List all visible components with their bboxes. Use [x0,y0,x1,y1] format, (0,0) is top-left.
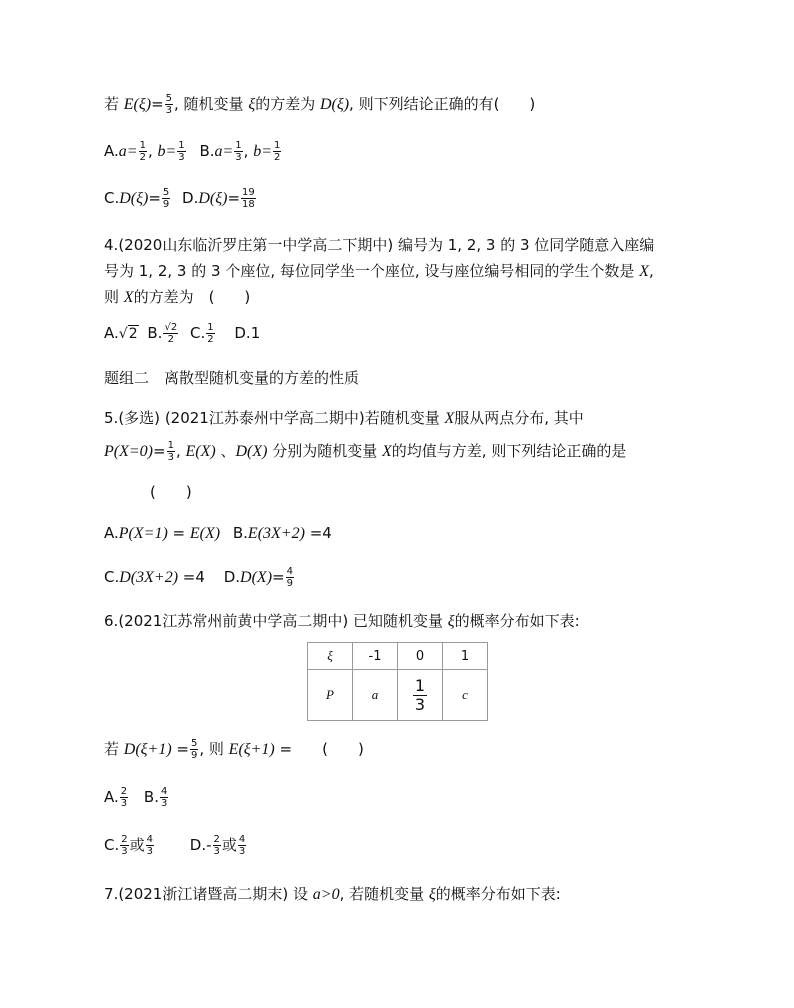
q7-text-3: 的概率分布如下表: [435,885,561,903]
q7-line-1 [104,884,561,905]
section-title: 题组二 离散型随机变量的方差的性质 [104,369,360,387]
option-c-label: C. [104,836,120,854]
fraction-denominator: 3 [213,846,220,857]
table-row-header [308,643,488,670]
option-b-fraction [160,786,168,809]
eq: = [167,524,190,542]
option-a-b-fraction [177,140,185,163]
q6-cond-E: E(ξ+1) [228,741,275,758]
option-a-sqrt: √2 [118,326,138,342]
fraction-denominator: 2 [207,334,214,345]
fraction-numerator: 1 [178,140,185,151]
fraction-denominator: 3 [121,846,128,857]
option-d: D.1 [234,324,261,342]
option-a-label: A. [104,142,119,160]
answer-blank: ( ) [150,483,192,501]
option-b-eq: =4 [304,524,332,542]
q7-xi: ξ [428,886,436,903]
table-cell-a: a [353,670,398,721]
q-prev-stem [104,93,535,116]
q-prev-options-cd [104,187,257,210]
or-word: 或 [129,836,145,854]
option-b-label: B. [147,324,163,342]
option-b-fraction [163,322,178,345]
q5-line-1 [104,408,584,429]
option-d-fraction [286,566,294,589]
q6-condition [104,738,364,761]
option-a-label: A. [104,788,119,806]
option-b-label: B. [232,524,248,542]
option-c-fraction [206,322,214,345]
question-number: 7. [104,885,119,903]
eq: = [148,189,161,207]
comma: , [175,442,186,460]
q-prev-D-xi: D(ξ) [319,96,350,113]
question-number: 5. [104,409,119,427]
q5-DX: D(X) [235,443,268,460]
radicand: 2 [128,326,138,342]
table-cell-xi: ξ [308,643,353,670]
question-tag: (多选) [118,409,161,427]
q-prev-text-1: 若 [104,95,124,113]
punct: , [648,262,654,280]
question-source: (2021江苏泰州中学高二期中) [164,409,365,427]
fraction-denominator: 3 [235,152,242,163]
q6-options-cd [104,834,247,857]
q4-text-1: 编号为 1, 2, 3 的 3 位同学随意入座编 [397,236,655,254]
table-row-prob [308,670,488,721]
option-a-fraction [120,786,128,809]
eq: = [227,189,241,207]
q4-text-3: 的方差为 ( ) [133,288,251,306]
option-b-label: B. [143,788,159,806]
fraction-denominator: 18 [242,199,255,210]
option-b-a-fraction [234,140,242,163]
q6-text: 已知随机变量 [352,612,448,630]
q6-cond-mid: , 则 [199,740,229,758]
q4-line-3 [104,287,250,308]
q-prev-text-3: 的方差为 [255,95,320,113]
question-source: (2021江苏常州前黄中学高二期中) [118,612,349,630]
fraction-numerator: 2 [121,834,128,845]
q5-line-3 [150,482,192,502]
fraction-numerator: 1 [235,140,242,151]
q4-variable-x: X [123,289,134,306]
fraction-denominator: 2 [274,152,281,163]
or-word: 或 [221,836,237,854]
question-number: 4. [104,236,119,254]
fraction-numerator: 2 [213,834,220,845]
q4-options [104,322,260,345]
option-d-label: D.- [189,836,212,854]
question-number: 6. [104,612,119,630]
fraction-denominator: 9 [162,199,170,210]
q-prev-E-xi: E(ξ) [123,96,152,113]
fraction-numerator: 4 [286,566,293,577]
q-prev-text-4: , 则下列结论正确的有( ) [349,95,536,113]
table-fraction [413,677,427,714]
option-c-text: D(3X+2) [119,569,179,586]
fraction-numerator: 1 [139,140,146,151]
q6-cond-pre: 若 [104,740,124,758]
q5-text-2: 分别为随机变量 [267,442,383,460]
q7-a: a>0 [312,886,340,903]
q-prev-E-fraction [165,93,173,116]
fraction-denominator: 3 [165,105,173,116]
q4-text-2: 号为 1, 2, 3 的 3 个座位, 每位同学坐一个座位, 设与座位编号相同的学生个数是 [104,262,640,280]
option-a-label: A. [104,524,119,542]
fraction-numerator: 1 [167,440,174,451]
option-c-label: C. [189,324,206,342]
option-d-fraction [241,187,256,210]
comma: , [243,142,254,160]
fraction-numerator: 1 [274,140,281,151]
q5-line-2 [104,440,626,463]
q5-options-cd [104,566,295,589]
table-cell: -1 [353,643,398,670]
q-prev-text-2: , 随机变量 [174,95,249,113]
section-heading [104,368,359,388]
option-b-b: b= [253,143,273,160]
q-prev-eq: = [151,95,164,113]
fraction-denominator: 3 [178,152,185,163]
fraction-denominator: 3 [414,694,426,714]
fraction-denominator: 3 [120,798,128,809]
table-cell-fraction [398,670,443,721]
probability-table [307,642,488,721]
punct: 、 [215,442,236,460]
fraction-numerator: 1 [414,675,426,695]
fraction-numerator: 4 [238,834,246,845]
q5-prob: P(X=0) [104,443,153,460]
q5-text-1-end: 服从两点分布, 其中 [454,409,584,427]
option-c-fraction-1 [120,834,128,857]
q-prev-options-ab [104,140,282,163]
option-b-a: a= [214,143,234,160]
table-cell: 1 [443,643,488,670]
fraction-denominator: 9 [190,750,198,761]
q5-fraction [167,440,175,463]
option-d-fraction-1 [213,834,221,857]
table-cell-p: P [308,670,353,721]
q4-variable-x: X [639,263,649,280]
option-a-text: P(X=1) [118,525,168,542]
option-c-fraction-2 [146,834,154,857]
table-cell: 0 [398,643,443,670]
fraction-denominator: 3 [146,846,154,857]
question-source: (2021浙江诸暨高二期末) [118,885,289,903]
fraction-numerator: 19 [242,187,255,198]
q5-text-2-end: 的均值与方差, 则下列结论正确的是 [391,442,627,460]
fraction-numerator: √2 [164,322,178,333]
q6-line-1 [104,611,580,632]
q6-cond-D: D(ξ+1) [123,741,172,758]
option-d-fraction-2 [238,834,246,857]
comma: , [147,142,158,160]
option-c-eq: =4 [178,568,205,586]
q4-line-1 [104,235,654,255]
question-source: (2020山东临沂罗庄第一中学高二下期中) [118,236,394,254]
option-d-text: D(X) [240,569,273,586]
fraction-denominator: 2 [139,152,146,163]
q6-options-ab [104,786,169,809]
q4-text-3-pre: 则 [104,288,124,306]
fraction-numerator: 5 [190,738,198,749]
q4-line-2 [104,261,654,282]
q7-text-2: , 若随机变量 [339,885,429,903]
eq: = [272,568,285,586]
option-a-b: b= [157,143,177,160]
option-d-label: D. [182,189,199,207]
q6-cond-end: = ( ) [274,740,364,758]
q5-variable-x: X [444,410,455,427]
fraction-numerator: 2 [120,786,128,797]
option-a-label: A. [104,324,119,342]
fraction-denominator: 3 [167,452,174,463]
option-b-text: E(3X+2) [247,525,305,542]
eq: = [153,442,166,460]
option-d-label: D. [223,568,241,586]
option-c-label: C. [104,189,120,207]
fraction-denominator: 3 [238,846,246,857]
q5-EX: E(X) [185,443,216,460]
option-a-a-fraction [139,140,147,163]
fraction-denominator: 9 [286,578,293,589]
q-prev-xi: ξ [248,96,256,113]
fraction-numerator: 4 [146,834,154,845]
option-b-b-fraction [273,140,281,163]
fraction-numerator: 4 [160,786,168,797]
q5-options-ab [104,523,332,544]
option-c-D: D(ξ) [119,190,149,207]
option-a-a: a= [118,143,138,160]
option-a-EX: E(X) [189,525,221,542]
option-b-label: B. [199,142,215,160]
option-c-fraction [162,187,170,210]
fraction-denominator: 2 [167,334,174,345]
option-c-label: C. [104,568,120,586]
q6-cond-fraction [190,738,198,761]
fraction-numerator: 5 [165,93,173,104]
fraction-numerator: 1 [207,322,214,333]
q5-variable-x: X [382,443,392,460]
q6-text-end: 的概率分布如下表: [454,612,580,630]
table-cell-c: c [443,670,488,721]
q5-text-1: 若随机变量 [364,409,445,427]
option-d-D: D(ξ) [198,190,228,207]
q7-text-1: 设 [292,885,313,903]
fraction-numerator: 5 [162,187,170,198]
fraction-denominator: 3 [160,798,168,809]
q6-xi: ξ [447,613,455,630]
eq: = [171,740,189,758]
